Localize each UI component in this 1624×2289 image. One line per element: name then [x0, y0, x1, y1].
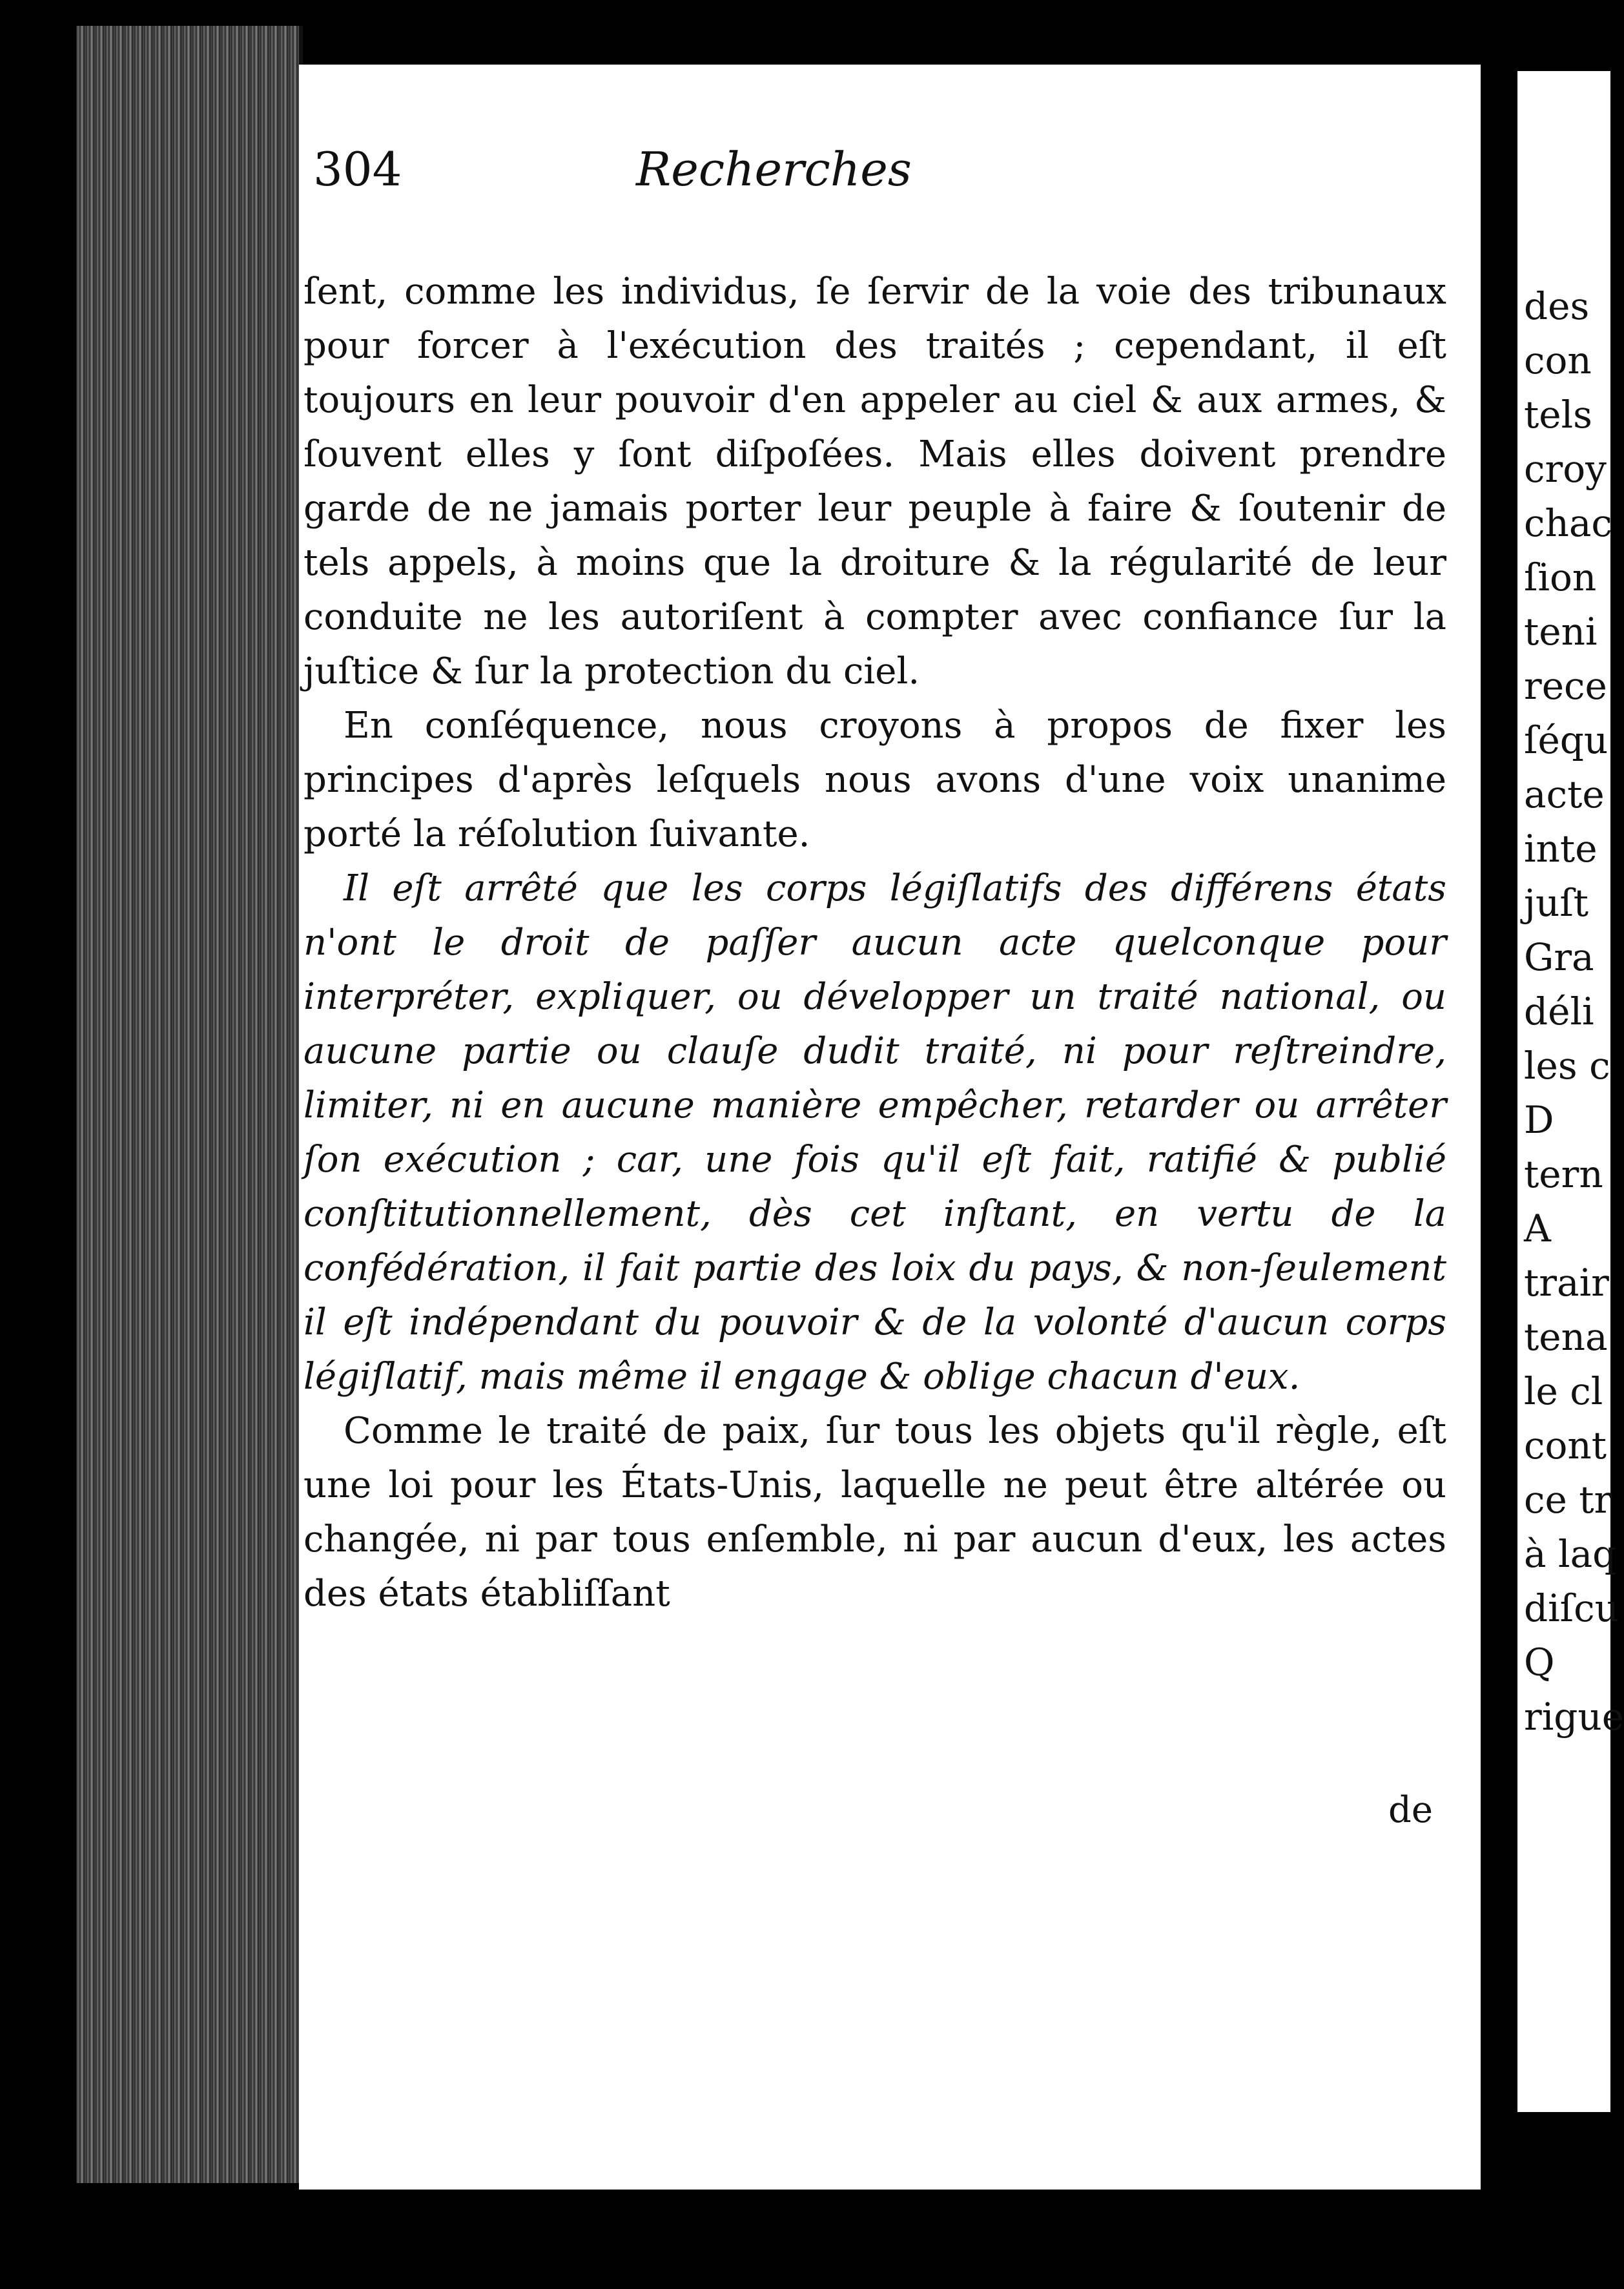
running-title: Recherches [636, 142, 912, 196]
facing-page-fragment: déli [1524, 989, 1594, 1033]
page-number: 304 [313, 142, 402, 196]
book-page-edge [76, 26, 303, 2183]
facing-page-fragment: les c [1524, 1044, 1610, 1088]
facing-page-fragment: ſéqu [1524, 718, 1609, 762]
page-header [313, 142, 1153, 207]
facing-page-fragment: Gra [1524, 935, 1594, 979]
facing-page-fragment: acte [1524, 772, 1605, 816]
facing-page-fragment: trair [1524, 1261, 1609, 1305]
paragraph-1: ſent, comme les individus, ſe ſervir de la voie des tribunaux pour forcer à l'exécution des traités ; cependant, il eſt toujours en leur pouvoir d'en appeler au ciel & aux armes, & ſouvent elles y ſont diſpoſées. Mais elles doivent prendre garde de ne jamais porter leur peuple à faire & ſoutenir de tels appels, à moins que la droiture & la régularité de leur conduite ne les autoriſent à compter avec confiance ſur la juſtice & ſur la protection du ciel. [303, 271, 1446, 692]
facing-page-fragment: croy [1524, 447, 1607, 491]
resolution-paragraph [303, 862, 1446, 1404]
facing-page-fragment: à laq [1524, 1532, 1617, 1576]
facing-page [1517, 71, 1624, 2112]
paragraph-2: En conſéquence, nous croyons à propos de fixer les principes d'après leſquels nous avons d'une voix unanime porté la réſolution ſuivante. [303, 705, 1446, 855]
resolution-text: que les corps légiſlatifs des différens états n'ont le droit de paſſer aucun acte quelconque pour interpréter, expliquer, ou développer un traité national, ou aucune partie ou clauſe dudit traité, ni pour reſtreindre, limiter, ni en aucune manière empêcher, retarder ou arrêter ſon exécution ; car, une fois qu'il eſt fait, ratifié & publié conſtitutionnellement, dès cet inſtant, en vertu de la confédération, il fait partie des loix du pays, & non-ſeulement il eſt indépendant du pouvoir & de la volonté d'aucun corps légiſlatif, mais même il engage & oblige chacun d'eux. [303, 867, 1446, 1398]
facing-page-fragment: cont [1524, 1424, 1607, 1467]
facing-page-fragment: A [1524, 1207, 1551, 1250]
catchword: de [1388, 1789, 1433, 1831]
facing-page-fragment: des [1524, 284, 1590, 328]
facing-page-fragment: ce tr [1524, 1478, 1612, 1522]
facing-page-fragment: diſcu [1524, 1586, 1619, 1630]
paragraph-3: Comme le traité de paix, ſur tous les objets qu'il règle, eſt une loi pour les États-Unis, laquelle ne peut être altérée ou changée, ni par tous enſemble, ni par aucun d'eux, les actes des états établiſſant [303, 1410, 1446, 1615]
facing-page-fragment: tern [1524, 1152, 1603, 1196]
facing-page-fragment: D [1524, 1098, 1554, 1142]
facing-page-fragment: rigue [1524, 1695, 1624, 1739]
facing-page-fragment: tels [1524, 393, 1592, 437]
facing-page-fragment: Q [1524, 1641, 1555, 1684]
facing-page-fragment: juſt [1524, 881, 1589, 925]
body-text [303, 265, 1446, 1621]
facing-page-fragment: tena [1524, 1315, 1608, 1359]
facing-page-fragment: con [1524, 338, 1592, 382]
facing-page-fragment: rece [1524, 664, 1607, 708]
facing-page-fragment: chac [1524, 501, 1612, 545]
facing-page-fragment: le cl [1524, 1369, 1603, 1413]
resolution-lead: Il eſt arrêté [344, 867, 578, 909]
facing-page-fragment: ſion [1524, 555, 1597, 599]
facing-page-fragment: inte [1524, 827, 1598, 871]
facing-page-fragment: teni [1524, 610, 1598, 654]
